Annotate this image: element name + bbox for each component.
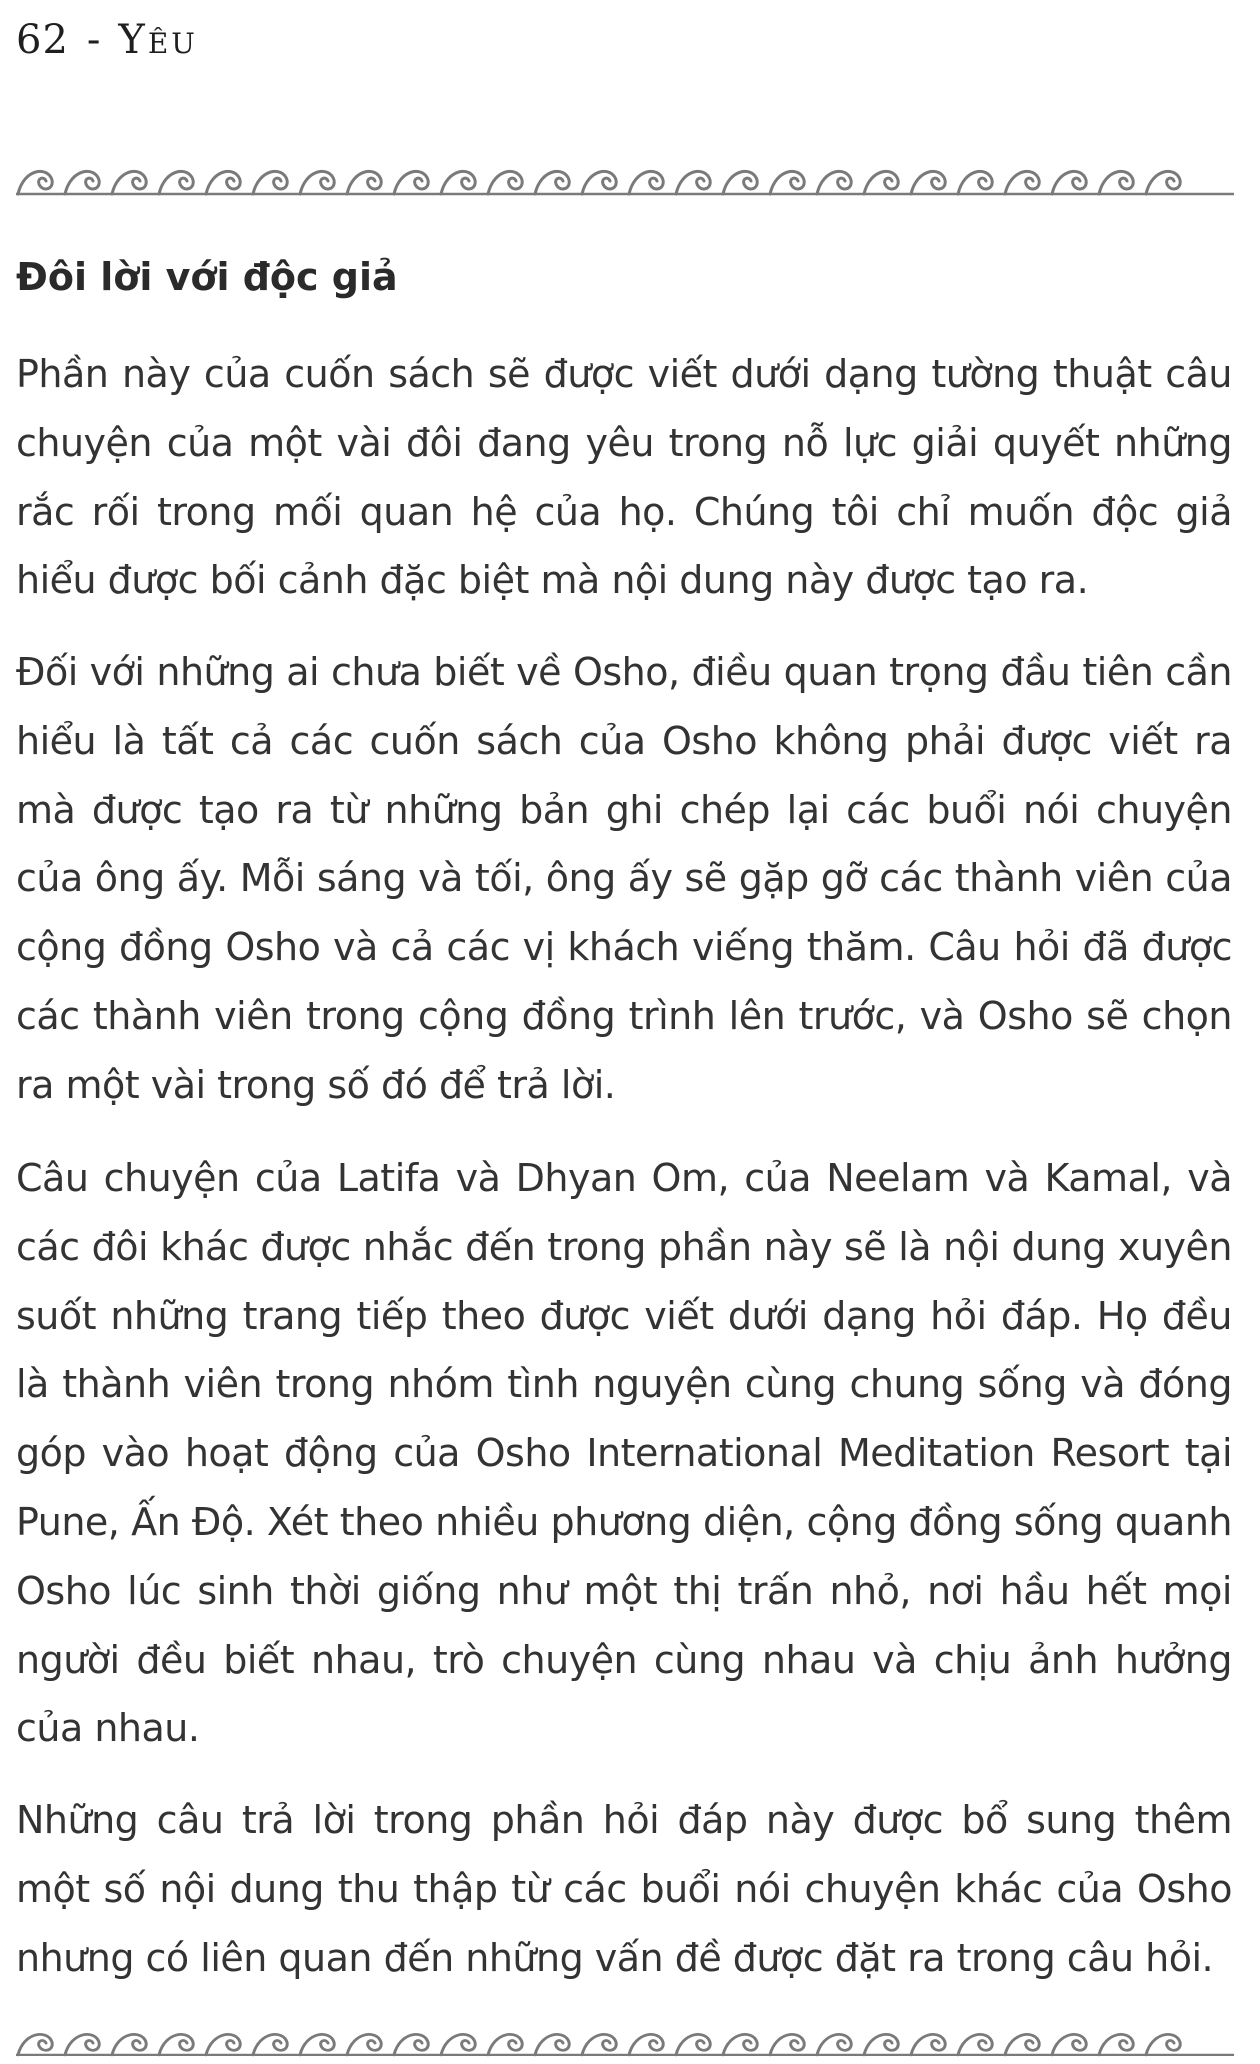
- wave-scroll-segment: [206, 171, 240, 194]
- wave-scroll-segment: [1052, 171, 1086, 194]
- wave-scroll-segment: [582, 2034, 616, 2055]
- wave-scroll-segment: [770, 2034, 804, 2055]
- wave-scroll-segment: [770, 171, 804, 194]
- paragraph-4: Những câu trả lời trong phần hỏi đáp này được bổ sung thêm một số nội dung thu thập từ các buổi nói chuyện khác của Osho nhưng có liên quan đến những vấn đề được đặt ra trong câu hỏi.: [16, 1798, 1232, 1980]
- wave-scroll-segment: [1005, 2034, 1039, 2055]
- wave-scroll-segment: [817, 171, 851, 194]
- wave-scroll-segment: [159, 2034, 193, 2055]
- wave-scroll-segment: [65, 2034, 99, 2055]
- page-number: 62: [16, 17, 69, 63]
- wave-scroll-border-icon: [14, 2024, 1236, 2064]
- wave-scroll-segment: [347, 2034, 381, 2055]
- wave-scroll-segment: [441, 2034, 475, 2055]
- wave-scroll-segment: [347, 171, 381, 194]
- paragraph-3: Câu chuyện của Latifa và Dhyan Om, của Neelam và Kamal, và các đôi khác được nhắc đến trong phần này sẽ là nội dung xuyên suốt những trang tiếp theo được viết dưới dạng hỏi đáp. Họ đều là thành viên trong nhóm tình nguyện cùng chung sống và đóng góp vào hoạt động của Osho International Meditation Resort tại Pune, Ấn Độ. Xét theo nhiều phương diện, cộng đồng sống quanh Osho lúc sinh thời giống như một thị trấn nhỏ, nơi hầu hết mọi người đều biết nhau, trò chuyện cùng nhau và chịu ảnh hưởng của nhau.: [16, 1156, 1232, 1751]
- wave-scroll-segment: [676, 2034, 710, 2055]
- wave-scroll-segment: [441, 171, 475, 194]
- running-head-separator: -: [86, 17, 101, 63]
- wave-scroll-segment: [582, 171, 616, 194]
- wave-scroll-segment: [112, 2034, 146, 2055]
- wave-scroll-segment: [159, 171, 193, 194]
- paragraph-2: Đối với những ai chưa biết về Osho, điều quan trọng đầu tiên cần hiểu là tất cả các cuốn sách của Osho không phải được viết ra mà được tạo ra từ những bản ghi chép lại các buổi nói chuyện của ông ấy. Mỗi sáng và tối, ông ấy sẽ gặp gỡ các thành viên của cộng đồng Osho và cả các vị khách viếng thăm. Câu hỏi đã được các thành viên trong cộng đồng trình lên trước, và Osho sẽ chọn ra một vài trong số đó để trả lời.: [16, 650, 1232, 1107]
- wave-scroll-segment: [958, 171, 992, 194]
- wave-scroll-segment: [300, 171, 334, 194]
- wave-scroll-segment: [723, 2034, 757, 2055]
- wave-scroll-segment: [1099, 2034, 1133, 2055]
- wave-scroll-segment: [112, 171, 146, 194]
- wave-scroll-segment: [206, 2034, 240, 2055]
- wave-scroll-segment: [253, 171, 287, 194]
- wave-scroll-segment: [488, 171, 522, 194]
- book-title: Yêu: [118, 17, 198, 63]
- wave-scroll-segment: [18, 2034, 52, 2055]
- wave-scroll-segment: [723, 171, 757, 194]
- wave-scroll-segment: [629, 171, 663, 194]
- wave-scroll-segment: [394, 171, 428, 194]
- paragraph-1: Phần này của cuốn sách sẽ được viết dưới dạng tường thuật câu chuyện của một vài đôi đang yêu trong nỗ lực giải quyết những rắc rối trong mối quan hệ của họ. Chúng tôi chỉ muốn độc giả hiểu được bối cảnh đặc biệt mà nội dung này được tạo ra.: [16, 352, 1232, 603]
- wave-scroll-segment: [864, 171, 898, 194]
- wave-scroll-segment: [394, 2034, 428, 2055]
- wave-scroll-segment: [911, 2034, 945, 2055]
- wave-scroll-segment: [629, 2034, 663, 2055]
- wave-scroll-segment: [1052, 2034, 1086, 2055]
- wave-scroll-segment: [676, 171, 710, 194]
- wave-scroll-segment: [817, 2034, 851, 2055]
- wave-scroll-segment: [864, 2034, 898, 2055]
- wave-scroll-segment: [1146, 2034, 1180, 2055]
- wave-scroll-segment: [18, 171, 52, 194]
- wave-scroll-segment: [65, 171, 99, 194]
- wave-scroll-segment: [911, 171, 945, 194]
- wave-scroll-border-icon: [14, 160, 1236, 204]
- wave-scroll-segment: [958, 2034, 992, 2055]
- wave-scroll-segment: [535, 2034, 569, 2055]
- section-heading: Đôi lời với độc giả: [16, 255, 398, 299]
- wave-scroll-segment: [1099, 171, 1133, 194]
- wave-scroll-segment: [253, 2034, 287, 2055]
- running-head: [16, 14, 198, 66]
- wave-scroll-segment: [1005, 171, 1039, 194]
- wave-scroll-segment: [535, 171, 569, 194]
- wave-scroll-segment: [300, 2034, 334, 2055]
- wave-scroll-segment: [488, 2034, 522, 2055]
- wave-scroll-segment: [1146, 171, 1180, 194]
